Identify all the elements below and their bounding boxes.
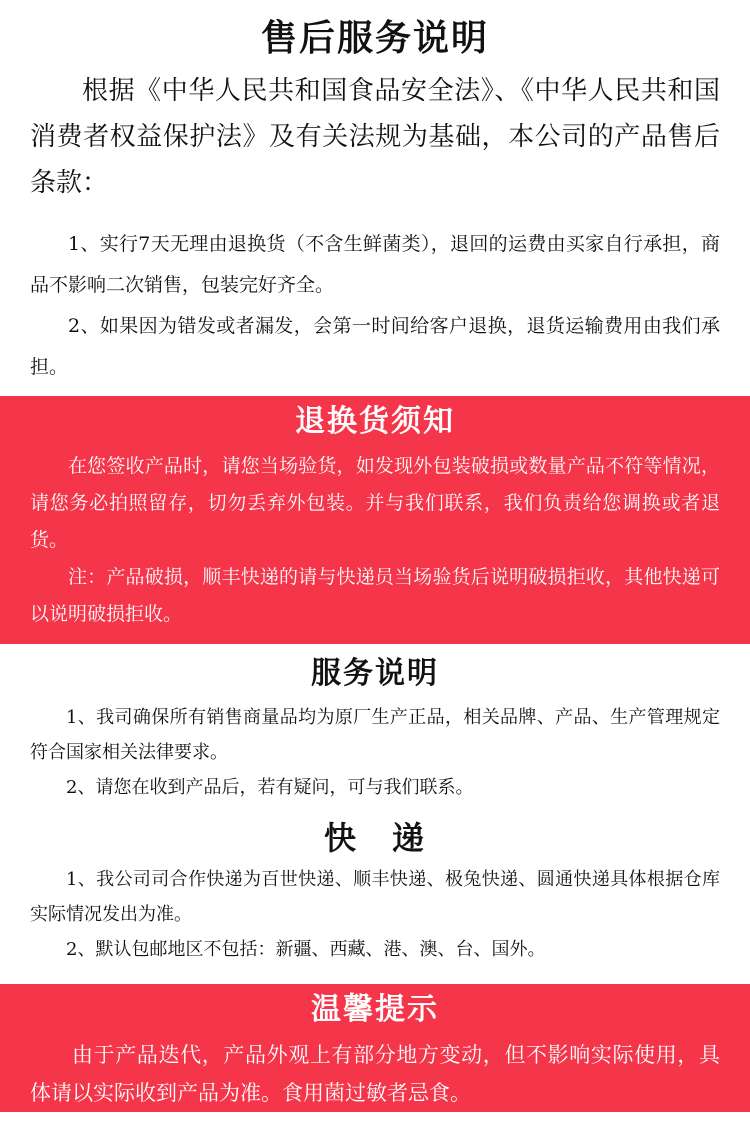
service-section xyxy=(0,644,750,808)
express-item-1: 1、我公司司合作快递为百世快递、顺丰快递、极兔快递、圆通快递具体根据仓库实际情况发出为准。 xyxy=(30,869,720,925)
after-sales-intro-section xyxy=(0,0,750,396)
express-item-2: 2、默认包邮地区不包括：新疆、西藏、港、澳、台、国外。 xyxy=(66,939,546,960)
page-title: 售后服务说明 xyxy=(260,17,489,59)
service-item-2: 2、请您在收到产品后，若有疑问，可与我们联系。 xyxy=(66,777,474,798)
return-notice-section xyxy=(0,396,750,644)
express-title: 快 递 xyxy=(323,819,426,857)
return-notice-paragraph-1: 在您签收产品时，请您当场验货，如发现外包装破损或数量产品不符等情况，请您务必拍照留存，切勿丢弃外包装。并与我们联系，我们负责给您调换或者退货。 xyxy=(30,455,720,551)
express-section xyxy=(0,808,750,972)
warm-tip-section xyxy=(0,984,750,1112)
intro-lead-paragraph: 根据《中华人民共和国食品安全法》、《中华人民共和国消费者权益保护法》及有关法规为基础，本公司的产品售后条款： xyxy=(30,76,720,198)
spacer xyxy=(30,206,720,224)
intro-item-1: 1、实行7天无理由退换货（不含生鲜菌类），退回的运费由买家自行承担，商品不影响二次销售，包装完好齐全。 xyxy=(30,233,720,296)
intro-item-2: 2、如果因为错发或者漏发，会第一时间给客户退换，退货运输费用由我们承担。 xyxy=(30,315,720,378)
return-notice-title: 退换货须知 xyxy=(295,404,455,439)
return-notice-paragraph-2: 注：产品破损，顺丰快递的请与快递员当场验货后说明破损拒收，其他快递可以说明破损拒收。 xyxy=(30,566,720,625)
warm-tip-title: 温馨提示 xyxy=(311,992,439,1027)
warm-tip-text: 由于产品迭代，产品外观上有部分地方变动，但不影响实际使用，具体请以实际收到产品为准。食用菌过敏者忌食。 xyxy=(30,1043,720,1105)
service-item-1: 1、我司确保所有销售商量品均为原厂生产正品，相关品牌、产品、生产管理规定符合国家相关法律要求。 xyxy=(30,707,720,763)
service-title: 服务说明 xyxy=(311,656,439,691)
